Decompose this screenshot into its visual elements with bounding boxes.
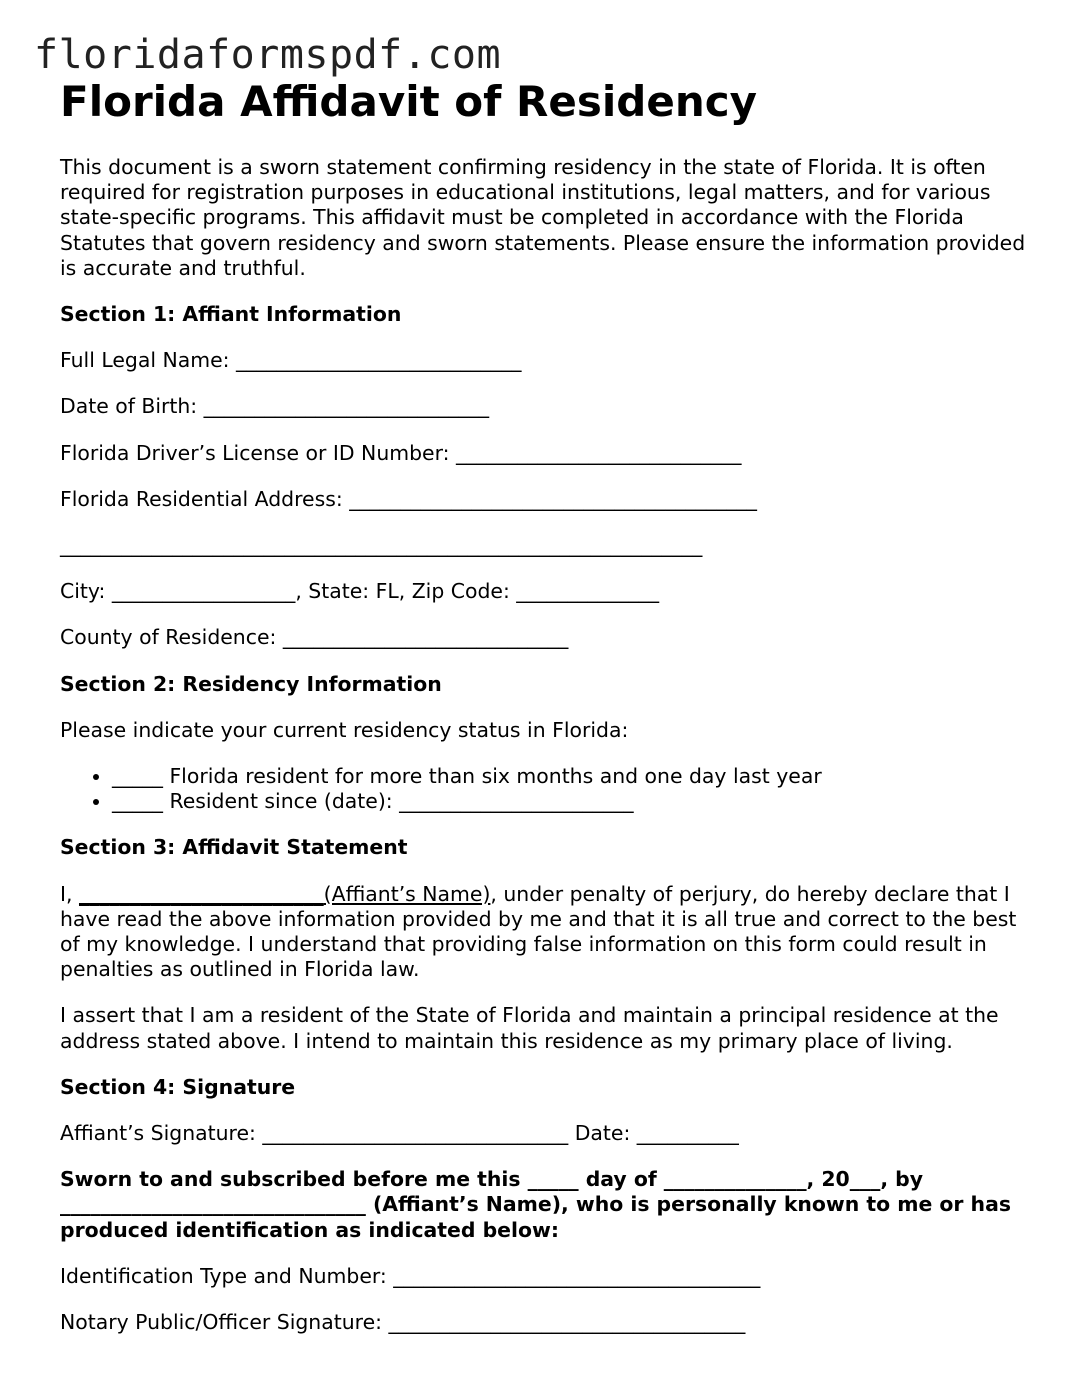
affiant-name-blank[interactable]: ________________________ (78, 881, 324, 906)
sworn-statement: Sworn to and subscribed before me this _____ day of ______________, 20___, by ______________________________ (Affiant’s Name), who is personally known to me or has produced identification as indicated below: (60, 1167, 1011, 1242)
section-3-heading: Section 3: Affidavit Statement (60, 835, 408, 860)
residency-status-prompt: Please indicate your current residency status in Florida: (60, 717, 629, 742)
section-4-heading: Section 4: Signature (60, 1074, 296, 1099)
residency-option-six-months[interactable]: • _____ Florida resident for more than six months and one day last year (112, 764, 1030, 789)
affidavit-statement (60, 882, 1030, 983)
full-legal-name-field[interactable]: Full Legal Name: ____________________________ (60, 348, 522, 373)
residency-option-resident-since[interactable]: • _____ Resident since (date): _______________________ (112, 789, 1030, 814)
site-watermark: floridaformspdf.com (34, 32, 502, 78)
license-number-field[interactable]: Florida Driver’s License or ID Number: ____________________________ (60, 440, 742, 465)
identification-type-field[interactable]: Identification Type and Number: ____________________________________ (60, 1263, 761, 1288)
section-2-heading: Section 2: Residency Information (60, 671, 442, 696)
affiant-name-label: (Affiant’s Name) (323, 881, 491, 906)
city-state-zip-field[interactable]: City: __________________, State: FL, Zip Code: ______________ (60, 579, 660, 604)
document-title: Florida Affidavit of Residency (60, 77, 757, 126)
notary-signature-field[interactable]: Notary Public/Officer Signature: ___________________________________ (60, 1310, 746, 1335)
county-field[interactable]: County of Residence: ____________________________ (60, 625, 569, 650)
date-of-birth-field[interactable]: Date of Birth: ____________________________ (60, 394, 490, 419)
residential-address-line2-field[interactable]: _______________________________________________________________ (60, 533, 703, 558)
document-body (60, 155, 1030, 1356)
intro-paragraph: This document is a sworn statement confirming residency in the state of Florida. It is often required for registration purposes in educational institutions, legal matters, and for various state-specific programs. This affidavit must be completed in accordance with the Florida Statutes that govern residency and sworn statements. Please ensure the information provided is accurate and truthful. (60, 155, 1026, 280)
affiant-signature-date-field[interactable]: Affiant’s Signature: ______________________________ Date: __________ (60, 1121, 739, 1146)
statement-rest: , under penalty of perjury, do hereby declare that I have read the above information provided by me and that it is all true and correct to the best of my knowledge. I understand that providing false information on this form could result in penalties as outlined in Florida law. (60, 881, 1017, 982)
residence-assertion: I assert that I am a resident of the State of Florida and maintain a principal residence at the address stated above. I intend to maintain this residence as my primary place of living. (60, 1003, 999, 1053)
residency-status-list (60, 764, 1030, 814)
residential-address-field[interactable]: Florida Residential Address: ________________________________________ (60, 486, 758, 511)
statement-prefix: I, (60, 881, 79, 906)
section-1-heading: Section 1: Affiant Information (60, 302, 402, 327)
